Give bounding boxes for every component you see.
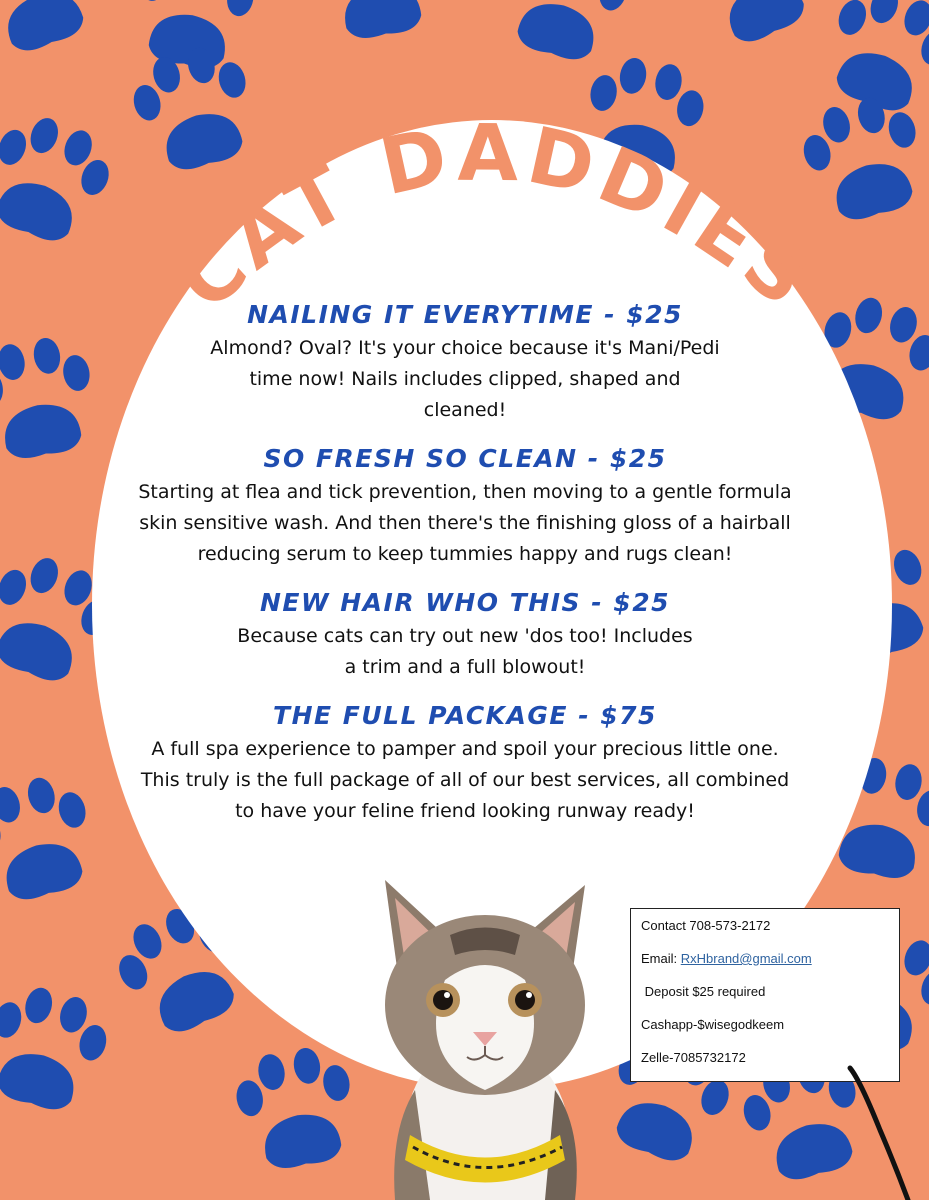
left-pupil [433,990,453,1010]
desc-line: This truly is the full package of all of our best services, all combined [140,769,790,791]
email-label: Email: [641,951,678,966]
desc-line: Almond? Oval? It's your choice because it's Mani/Pedi [210,337,720,359]
service-full-package [80,701,850,827]
desc-line: Because cats can try out new 'dos too! Includes [237,625,693,647]
service-wash [80,444,850,570]
cashapp-handle: Cashapp-$wisegodkeem [641,1017,785,1032]
service-title: NAILING IT EVERYTIME - $25 [247,300,683,329]
deposit-note: Deposit $25 required [644,984,766,999]
service-hair [80,588,850,683]
desc-line: skin sensitive wash. And then there's the finishing gloss of a hairball [139,512,791,534]
service-desc [80,621,850,683]
desc-line: a trim and a full blowout! [344,656,586,678]
service-desc [80,477,850,570]
services-list [80,300,850,845]
right-pupil [515,990,535,1010]
contact-box [630,908,900,1082]
service-title: SO FRESH SO CLEAN - $25 [263,444,667,473]
contact-phone: Contact 708-573-2172 [641,918,771,933]
service-title: NEW HAIR WHO THIS - $25 [259,588,670,617]
right-eye-shine [526,992,532,998]
title-arc [0,0,929,330]
desc-line: time now! Nails includes clipped, shaped and [249,368,681,390]
pen-scribble [840,1060,929,1200]
desc-line: Starting at flea and tick prevention, then moving to a gentle formula [138,481,792,503]
zelle-number: Zelle-7085732172 [641,1050,746,1065]
service-desc [80,734,850,827]
desc-line: A full spa experience to pamper and spoil your precious little one. [151,738,779,760]
service-desc [80,333,850,426]
kitten-photo [355,860,615,1200]
brand-title: CAT DADDIES [161,108,831,329]
paw-print-icon [0,978,116,1119]
service-title: THE FULL PACKAGE - $75 [273,701,657,730]
service-nails [80,300,850,426]
email-link[interactable]: RxHbrand@gmail.com [680,951,812,966]
paw-print-icon [230,1041,362,1175]
left-eye-shine [444,992,450,998]
desc-line: cleaned! [423,399,507,421]
desc-line: reducing serum to keep tummies happy and rugs clean! [197,543,733,565]
desc-line: to have your feline friend looking runway ready! [235,800,695,822]
contact-email-row [641,950,889,983]
